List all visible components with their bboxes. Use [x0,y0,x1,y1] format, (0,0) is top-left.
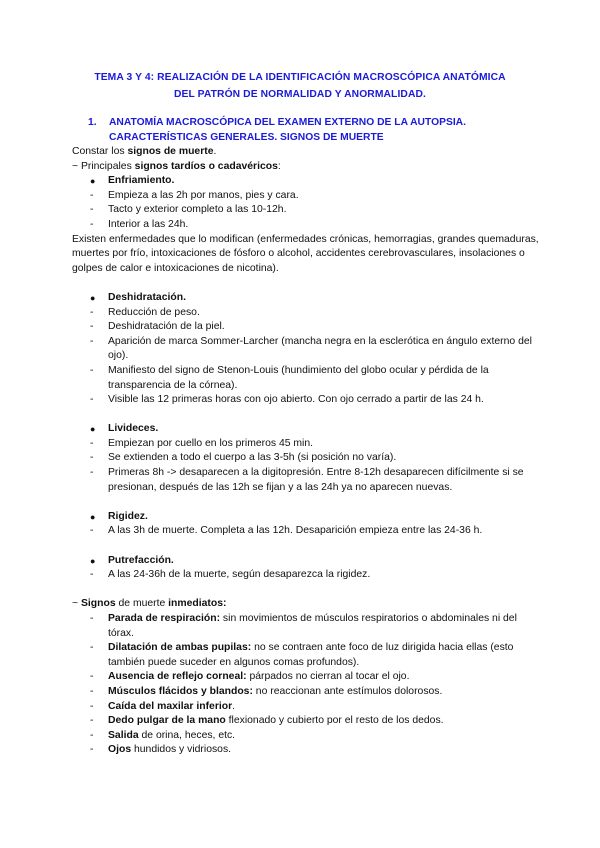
list-item: - Músculos flácidos y blandos: no reaccionan ante estímulos dolorosos. [90,685,443,697]
list-item: - Parada de respiración: sin movimientos de músculos respiratorios o abdominales ni del tórax. [90,613,517,639]
list-item: - Interior a las 24h. [90,218,189,230]
bullet-dot-icon: ● [90,292,96,303]
page-title [60,69,540,103]
list-item: - Dilatación de ambas pupilas: no se contraen ante foco de luz dirigida hacia ellas (esto también puede suceder en algunos comas profundos). [90,642,514,668]
bullet-deshidratacion: ● Deshidratación. [72,291,542,306]
list-item: - Se extienden a todo el cuerpo a las 3-5h (si posición no varía). [90,452,397,464]
list-item: - Aparición de marca Sommer-Larcher (mancha negra en la esclerótica en ángulo externo del ojo). [90,335,532,362]
list-item: - Primeras 8h -> desaparecen a la digitopresión. Entre 8-12h desaparecen difícilmente si se presionan, después de las 12h se fijan y a las 24h ya no aparecen nuevas. [90,467,524,493]
list-item: - Reducción de peso. [90,306,200,318]
section-heading-line-1: ANATOMÍA MACROSCÓPICA DEL EXAMEN EXTERNO DE LA AUTOPSIA. [109,117,466,128]
bullet-dot-icon: ● [90,555,96,566]
bullet-livideces: ● Livideces. [72,422,542,437]
section-number: 1. [88,117,97,128]
bullet-dot-icon: ● [90,176,96,187]
list-item: - Ausencia de reflejo corneal: párpados no cierran al tocar el ojo. [90,671,410,683]
list-item: - Visible las 12 primeras horas con ojo abierto. Con ojo cerrado a partir de las 24 h. [90,394,484,406]
list-item: - A las 3h de muerte. Completa a las 12h. Desaparición empieza entre las 24-36 h. [90,525,483,537]
list-item: - Empiezan por cuello en los primeros 45 min. [90,437,314,449]
intro-constar: Constar los signos de muerte. [72,146,217,157]
signos-inmediatos-heading: ~ Signos de muerte inmediatos: [72,598,227,610]
list-item: - Salida de orina, heces, etc. [90,729,236,741]
bullet-dot-icon: ● [90,424,96,435]
list-item: - A las 24-36h de la muerte, según desaparezca la rigidez. [90,569,371,581]
title-line-2: DEL PATRÓN DE NORMALIDAD Y ANORMALIDAD. [174,89,426,100]
list-item: - Ojos hundidos y vidriosos. [90,744,232,756]
title-line-1: TEMA 3 Y 4: REALIZACIÓN DE LA IDENTIFICACIÓN MACROSCÓPICA ANATÓMICA [94,72,506,83]
bullet-rigidez: ● Rigidez. [72,510,542,525]
list-item: - Caída del maxilar inferior. [90,700,236,712]
list-item: - Tacto y exterior completo a las 10-12h. [90,204,287,216]
list-item: - Deshidratación de la piel. [90,321,225,333]
bullet-putrefaccion: ● Putrefacción. [72,554,542,569]
section-heading-line-2: CARACTERÍSTICAS GENERALES. SIGNOS DE MUERTE [109,132,384,143]
list-item: - Dedo pulgar de la mano flexionado y cubierto por el resto de los dedos. [90,715,444,727]
enfriamiento-note: Existen enfermedades que lo modifican (enfermedades crónicas, hemorragias, grandes quemaduras, muertes por frío, intoxicaciones de fósforo o alcohol, accidentes cerebrovasculares, insolaciones o golpes de calor e intoxicaciones de nicotina). [72,233,539,274]
bullet-dot-icon: ● [90,511,96,522]
document-body [72,145,542,758]
list-item: - Manifiesto del signo de Stenon-Louis (hundimiento del globo ocular y pérdida de la transparencia de la córnea). [90,364,489,391]
bullet-enfriamiento: ● Enfriamiento. [72,174,542,189]
list-item: - Empieza a las 2h por manos, pies y cara. [90,189,299,201]
intro-principales: ~ Principales signos tardíos o cadavéricos: [72,160,281,172]
